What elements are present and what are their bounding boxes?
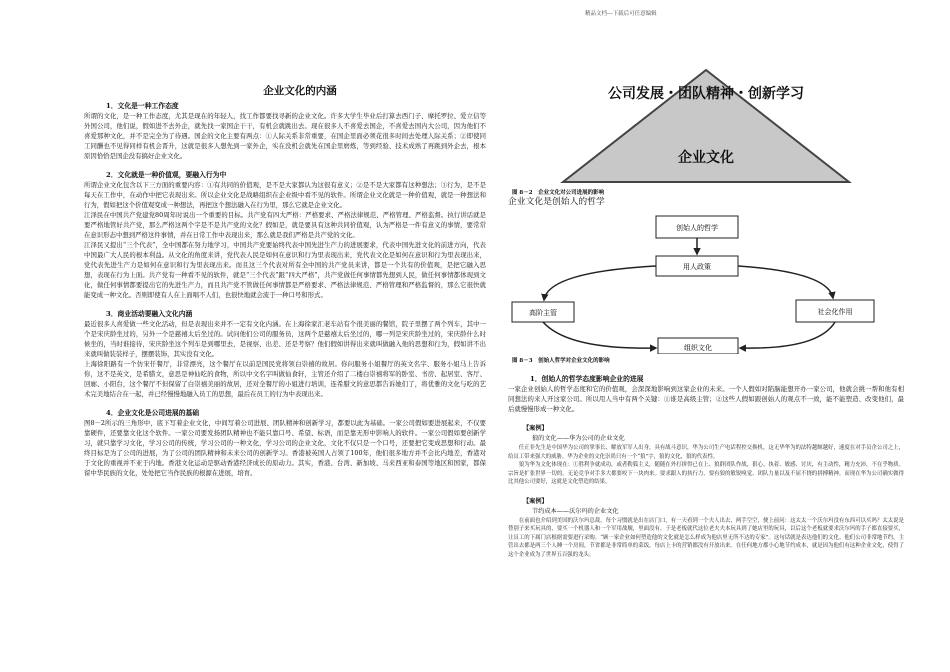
document-title: 企业文化的内涵 — [263, 85, 337, 97]
paragraph: 最近很多人喜爱做一些文化活动，但是表现出来并不一定有文化内涵。在上海徐家汇老车站有个很美丽的餐馆，院子里摆了两个列车，其中一个是宋庆龄坐过的，另外一个是慈禧太后坐过的。试问他们公司的服务员，这两个是慈禧太后坐过的，哪一列是宋庆龄坐过的，宋庆龄什么时候坐的，当时谁接待，宋庆龄坐这个列车是到哪里去，是视察、出差、还是考察？他们假如讲得出来就叫做融入他的思想和行为，假如讲不出来就叫做装装样子，摆摆装饰，其实没有文化。 — [84, 320, 486, 358]
box-organization-culture-label: 组织文化 — [684, 344, 712, 352]
figure-caption-8-2: 图 8－2 企业文化对公司进展的影响 — [512, 190, 605, 196]
box-socialization-label: 社会化作用 — [817, 308, 853, 316]
case-paragraph: 在前面也介绍到美国的沃尔玛总裁，每个习惯就是出在店门口，有一天看到一个夫人出去，两手空空，便上前问：这太太一个沃尔玛没有东西可以买吗？太太说是替别子来买玩具的，要买一个机器人和一个军用战舰，里面没有。于是老板就代这位老夫夫本玩具到了她店里的玩具，以后这个老板就要求沃尔玛的手子都直接要买，让员工的下属门店根据需要进行采购。“顾一家企业如何塑造他的文化就是怎么样成为他店里无所不达的专家”。这句话就是表达他们的文化。他们公司非常地节约，主管出去都是两三个人睡一个房间，节省都是非常简单的菜饭，每店上卡的营销都没有开放出来。在任何地方都小心地节约成本，就是因为他们有这种企业文化，使得了这个企业成为了世界五百强的龙头。 — [508, 517, 904, 558]
right-column — [508, 20, 904, 559]
section-heading-3: 3．商业活动要融入文化内涵 — [106, 310, 193, 318]
pyramid-base-text: 企业文化 — [678, 150, 734, 166]
flow-diagram — [508, 212, 904, 354]
paragraph: 所谓企业文化包含以下三方面的重要内容：①有共同的价值观，是不是大家都认为这很有意义；②是不是大家都有这种想法；③行为，是不是每天在工作中，在动作中把它表现出来。所以企业文化是战略组织在企业级中看不见的软件。所谓企业文化就是一种价值观，就是一种想法和行为，假如把这个价值观变成一种想法，再把这个想法融入在行为里，那么它就是企业文化。 — [84, 181, 486, 209]
pyramid-figure — [508, 20, 904, 186]
figure-caption-8-3: 图 8－3 创始人哲学对企业文化的影响 — [512, 358, 610, 364]
case-paragraph: 任正非先生是中国华为公司的掌事长、解放军军人出身，具有战斗意识，华为公司生产电话程控交换机，这无华华为的法特越鲸越好，速度在对手员企公司之上，给员工带来强大的威胁。华为企业的文化崇尚只有一个“狼”字，狼的文化，狼的代表性。 — [508, 445, 904, 460]
box-senior-management-label: 高阶主管 — [529, 309, 557, 317]
case-title-1: 狼的文化——华为公司的企业文化 — [532, 435, 625, 442]
paragraph: 一家企业创始人的哲学态度和它的价值观，会深深地影响到这家企业的未来。一个人假如对陷脑能想开办一家公司，他就会挑一帮和他有相同想法的来人开这家公司。所以用人当中有两个关键：①谁是高级主管；②这些人假如跟创始人的观点不一致，能不能塑造、改变他们，最后就慢慢形成一种文化。 — [508, 385, 904, 413]
section-heading-4: 4．企业文化是公司进展的基础 — [106, 409, 200, 417]
paragraph: 上海徐阳路有一个仿宋仟餐厅，非常漂亮，这个餐厅在以前是国民党将领白崇禧的故居。你问服务小姐餐厅的英文名字、服务小姐马上告诉你，这不是英文，是希腊文，意思是神仙吃的食物，所以中文名字叫做仙食轩，主管还介绍了二楼白崇禧将军的卧室、书房、起居室、客厅、回廊、小阳台，这个餐厅不但保留了白崇禧美丽的故居，还对全餐厅的小姐进行培训，连希腊文的意思都告诉她们了，将优雅的文化与吃的艺术完美地结合在一起，并已经慢慢地融入员工的思想，最后在员工的行为中表现出来。 — [84, 360, 486, 398]
paragraph: 图8－2所示的三角形中，底下写着企业文化，中间写着公司进展、团队精神和创新学习，都要以此为基础。一家公司假如要进展起来，不仅要靠硬件，还要靠文化这个软件。一家公司要发扬团队精神也不能只靠口号、希望、标语，而是靠无形中影响人的软件。一家公司假如要创新学习，就只靠学习文化，学习公司的传统，学习公司的一种文化，学习公司的企业文化，文化不仅只是一个口号，还要把它变成思想和行动。最终目标是为了公司的进展，为了公司的团队精神和未来公司的创新学习。香港被英国人占领了100年，他们很多地方并不会比内地差，香港对于文化的重视并不亚于内地。香港文化运动是驱动香港经济成长的原动力。其实，香港、台湾、新加坡、马来西亚和泰国等地区和国家，都保留中华民族的文化，处处把它当作民族的根源在进展，培育。 — [84, 419, 486, 477]
section-heading-1: 1．文化是一种工作态度 — [106, 102, 179, 110]
left-column — [84, 86, 486, 478]
case-tag-1: 【案例】 — [523, 425, 548, 432]
section-title: 企业文化是创始人的哲学 — [508, 197, 605, 207]
section-heading-founder: 1．创始人的哲学态度影响企业的进展 — [530, 375, 644, 383]
paragraph: 所谓的文化，是一种工作态度，尤其是现在的年轻人，找工作都要找寻新的企业文化。许多大学生毕业后打算去西门子、摩托罗拉、爱立信等外国公司，他们说，假如进不去外企，就先找一家国企干干，有机会就跳出去。现在很多人不喜爱去国企，不喜爱去国内大公司，因为他们不喜爱那种文化，并不是完全为了待遇。国企的文化主要有两点：①人际关系非常重要，在国企里面必须花很多时间去处理人际关系；②即使同工同酬也不见得同样有机会晋升，这就是很多人想先到一家外企，实在没机会就先在国企里磨炼，等到经验、技术成熟了再跳到外企去，根本原因恰恰是国企没有搞好企业文化。 — [84, 112, 486, 160]
page-header: 精品文档---下载后可任意编辑 — [585, 11, 657, 17]
case-body-2 — [508, 517, 904, 560]
box-founder-philosophy-label: 创始人的哲学 — [676, 224, 718, 232]
paragraph: 江泽民又提出“三个代表”，全中国都在努力地学习，中国共产党要始终代表中国先进生产力的进展要求，代表中国先进文化的前进方向，代表中国最广大人民的根本利益。从文化的角度来讲，党代表人民是如何在意识和行为里表现出来，党代表文化是如何在意识和行为里表现出来，党代表先进生产力是如何在意识和行为里表现出来。而且这三个代表对所有全中国的共产党员来讲，都是一个共有的价值观，是把它融入思想，表现在行为上面。共产党有一种看不见的软件，就是“三个代表”跟“四大严格”，共产党做任何事情都先想到人民，做任何事情都体现到文化，做任何事情都要提出它的先进生产力，而且共产党不管做任何事情都是严格要求、严格法律规范、严格管理和严格监督的，那么它很快就能变成一种文化。否则即使有人在上面唱不人们，也很快地就会流于一种口号和形式。 — [84, 241, 486, 299]
pyramid-top-text: 公司发展・团队精神・创新学习 — [608, 86, 804, 102]
case-paragraph: 狼为华为文化体现在：①胜利争就成功，或者勒狐主义，随随在外打拼得已在上、狼群团队作战，狠心、执着、敏感、讨厌，有主动性，精力充沛，不在乎物质。宗旨是扩张世界一切的，无论竞争对手多大都要咬下一块肉来。要求跟人的执行力，要有狼的敏锐嗅觉、团队力量以及不屈不挠的拼搏精神。而现在华为公司确实做得比其他公司要好，这就是文化塑造的结果。 — [508, 462, 904, 485]
paragraph: 江泽民在中国共产党建党80周年时说出一个重要的目标。共产党有四大严格：严格要求、严格法律规范、严格管理、严格监督。执行讲话就是要严格地管好共产党，那么严格这两个字是不是共产党的文化？假如是，就是要具有这种共同价值观，认为严格是一件有意义的事情，要常常在意识形态中想到严格这件事情，并在日常工作中表现出来，那么就是我们严格是共产党的文化。 — [84, 211, 486, 239]
case-title-2: 节约成本——沃尔玛的企业文化 — [532, 507, 619, 515]
box-hiring-policy-label: 用人政策 — [683, 263, 711, 271]
case-tag-2: 【案例】 — [523, 497, 548, 505]
section-heading-2: 2．文化就是一种价值观，要融入行为中 — [106, 171, 227, 179]
case-body-1 — [508, 444, 904, 487]
